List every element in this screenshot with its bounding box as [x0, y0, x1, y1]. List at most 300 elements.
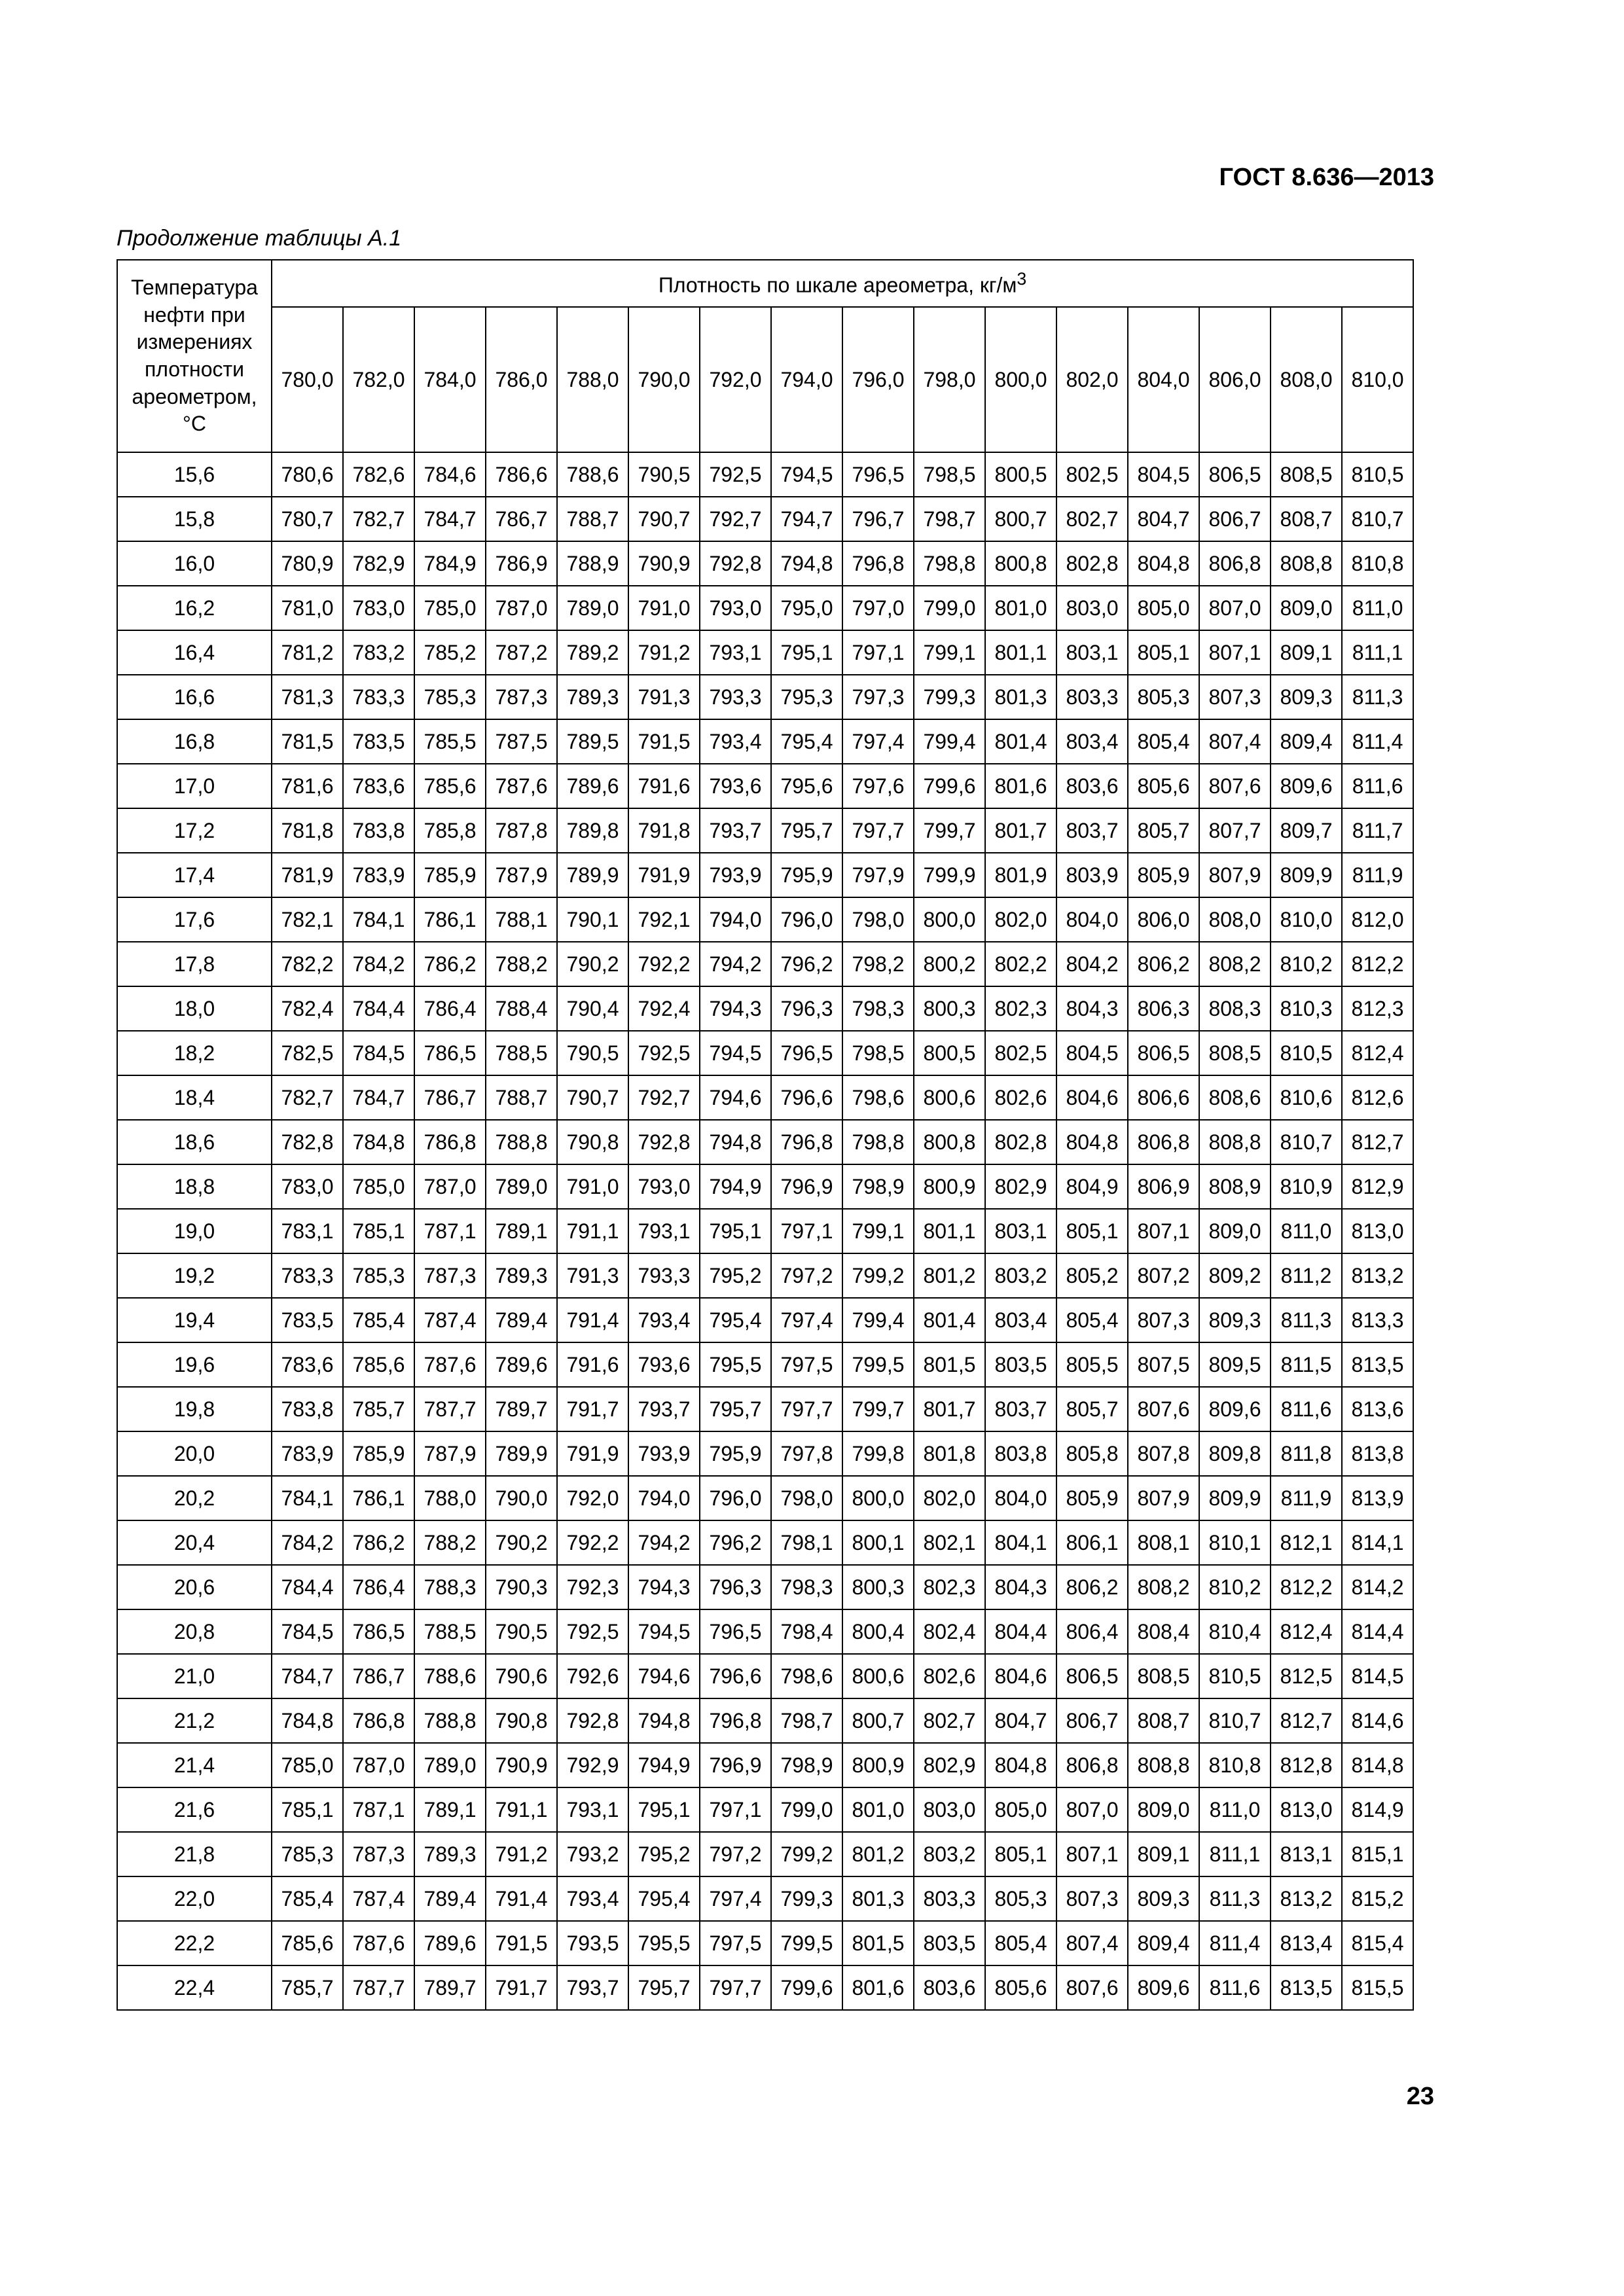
density-cell: 790,0	[486, 1476, 557, 1520]
density-cell: 791,6	[628, 764, 700, 808]
table-row	[117, 1387, 1413, 1431]
density-cell: 798,3	[771, 1565, 842, 1609]
density-cell: 802,3	[985, 986, 1056, 1031]
density-cell: 797,6	[842, 764, 914, 808]
density-cell: 803,3	[914, 1876, 985, 1921]
table-row	[117, 1654, 1413, 1698]
density-cell: 788,6	[414, 1654, 486, 1698]
density-cell: 807,3	[1199, 675, 1271, 719]
density-cell: 807,6	[1199, 764, 1271, 808]
density-cell: 804,9	[1056, 1164, 1128, 1209]
table-row	[117, 1520, 1413, 1565]
density-cell: 810,7	[1199, 1698, 1271, 1743]
density-cell: 812,2	[1342, 942, 1413, 986]
density-cell: 808,7	[1271, 497, 1342, 541]
density-cell: 797,2	[700, 1832, 771, 1876]
density-cell: 802,7	[914, 1698, 985, 1743]
density-cell: 787,4	[343, 1876, 414, 1921]
density-cell: 781,8	[272, 808, 343, 853]
temperature-cell: 20,0	[117, 1431, 272, 1476]
density-cell: 791,0	[628, 586, 700, 630]
density-cell: 787,5	[486, 719, 557, 764]
table-row	[117, 1164, 1413, 1209]
density-cell: 813,2	[1342, 1253, 1413, 1298]
density-cell: 781,3	[272, 675, 343, 719]
density-cell: 783,9	[343, 853, 414, 897]
density-cell: 785,8	[414, 808, 486, 853]
column-header: 796,0	[842, 307, 914, 452]
density-cell: 808,2	[1199, 942, 1271, 986]
density-cell: 787,0	[414, 1164, 486, 1209]
temperature-cell: 21,8	[117, 1832, 272, 1876]
density-cell: 789,1	[414, 1787, 486, 1832]
density-cell: 794,6	[700, 1075, 771, 1120]
column-header: 780,0	[272, 307, 343, 452]
density-cell: 795,0	[771, 586, 842, 630]
density-cell: 795,2	[628, 1832, 700, 1876]
density-cell: 805,3	[1128, 675, 1199, 719]
density-cell: 800,0	[914, 897, 985, 942]
temperature-cell: 19,0	[117, 1209, 272, 1253]
density-cell: 809,0	[1128, 1787, 1199, 1832]
density-cell: 803,8	[985, 1431, 1056, 1476]
density-cell: 813,5	[1342, 1342, 1413, 1387]
density-cell: 792,6	[557, 1654, 628, 1698]
density-cell: 807,3	[1056, 1876, 1128, 1921]
density-cell: 784,2	[272, 1520, 343, 1565]
density-cell: 785,5	[414, 719, 486, 764]
density-cell: 808,2	[1128, 1565, 1199, 1609]
density-cell: 791,2	[628, 630, 700, 675]
density-cell: 783,9	[272, 1431, 343, 1476]
density-cell: 802,8	[985, 1120, 1056, 1164]
temperature-cell: 19,4	[117, 1298, 272, 1342]
density-cell: 788,5	[414, 1609, 486, 1654]
density-cell: 815,4	[1342, 1921, 1413, 1965]
density-cell: 783,0	[343, 586, 414, 630]
density-cell: 789,4	[414, 1876, 486, 1921]
density-cell: 808,5	[1199, 1031, 1271, 1075]
density-cell: 783,6	[272, 1342, 343, 1387]
density-cell: 811,6	[1199, 1965, 1271, 2010]
density-cell: 806,5	[1199, 452, 1271, 497]
density-cell: 792,5	[628, 1031, 700, 1075]
density-cell: 807,1	[1199, 630, 1271, 675]
density-cell: 795,2	[700, 1253, 771, 1298]
density-cell: 794,6	[628, 1654, 700, 1698]
density-cell: 792,4	[628, 986, 700, 1031]
density-cell: 809,6	[1271, 764, 1342, 808]
table-row	[117, 764, 1413, 808]
density-cell: 795,1	[700, 1209, 771, 1253]
temperature-cell: 21,0	[117, 1654, 272, 1698]
density-cell: 800,1	[842, 1520, 914, 1565]
density-cell: 780,9	[272, 541, 343, 586]
density-cell: 807,6	[1128, 1387, 1199, 1431]
density-cell: 806,0	[1128, 897, 1199, 942]
density-cell: 785,7	[343, 1387, 414, 1431]
density-cell: 812,5	[1271, 1654, 1342, 1698]
density-cell: 781,0	[272, 586, 343, 630]
table-row	[117, 1031, 1413, 1075]
density-table	[117, 259, 1414, 2011]
density-cell: 789,8	[557, 808, 628, 853]
density-cell: 803,2	[985, 1253, 1056, 1298]
density-cell: 805,6	[985, 1965, 1056, 2010]
density-cell: 811,0	[1271, 1209, 1342, 1253]
density-cell: 804,8	[1128, 541, 1199, 586]
density-cell: 813,2	[1271, 1876, 1342, 1921]
density-cell: 802,5	[985, 1031, 1056, 1075]
density-cell: 798,8	[842, 1120, 914, 1164]
density-cell: 801,7	[914, 1387, 985, 1431]
density-cell: 811,3	[1271, 1298, 1342, 1342]
density-cell: 794,3	[628, 1565, 700, 1609]
density-cell: 787,9	[486, 853, 557, 897]
density-cell: 786,2	[414, 942, 486, 986]
density-cell: 781,2	[272, 630, 343, 675]
density-cell: 795,7	[700, 1387, 771, 1431]
density-cell: 784,7	[272, 1654, 343, 1698]
density-cell: 807,5	[1128, 1342, 1199, 1387]
density-cell: 791,5	[628, 719, 700, 764]
density-cell: 790,9	[486, 1743, 557, 1787]
density-cell: 780,6	[272, 452, 343, 497]
table-row	[117, 897, 1413, 942]
density-cell: 788,4	[486, 986, 557, 1031]
density-cell: 805,8	[1056, 1431, 1128, 1476]
density-cell: 812,4	[1342, 1031, 1413, 1075]
density-cell: 791,8	[628, 808, 700, 853]
density-cell: 792,2	[557, 1520, 628, 1565]
density-cell: 795,5	[628, 1921, 700, 1965]
density-cell: 811,0	[1342, 586, 1413, 630]
density-cell: 786,7	[486, 497, 557, 541]
density-cell: 797,9	[842, 853, 914, 897]
density-cell: 789,0	[486, 1164, 557, 1209]
table-row	[117, 452, 1413, 497]
density-cell: 808,5	[1128, 1654, 1199, 1698]
density-cell: 803,1	[1056, 630, 1128, 675]
density-cell: 782,5	[272, 1031, 343, 1075]
density-cell: 795,4	[628, 1876, 700, 1921]
density-cell: 787,6	[486, 764, 557, 808]
density-cell: 808,0	[1199, 897, 1271, 942]
column-header: 794,0	[771, 307, 842, 452]
density-cell: 808,8	[1128, 1743, 1199, 1787]
density-cell: 785,6	[272, 1921, 343, 1965]
density-cell: 810,0	[1271, 897, 1342, 942]
density-cell: 799,1	[842, 1209, 914, 1253]
density-cell: 813,5	[1271, 1965, 1342, 2010]
density-cell: 797,1	[842, 630, 914, 675]
density-cell: 808,1	[1128, 1520, 1199, 1565]
density-cell: 786,1	[343, 1476, 414, 1520]
density-cell: 806,8	[1199, 541, 1271, 586]
table-row	[117, 1921, 1413, 1965]
density-cell: 790,7	[628, 497, 700, 541]
density-cell: 797,4	[842, 719, 914, 764]
density-cell: 803,4	[985, 1298, 1056, 1342]
temperature-cell: 20,8	[117, 1609, 272, 1654]
density-cell: 783,3	[272, 1253, 343, 1298]
density-cell: 802,2	[985, 942, 1056, 986]
density-cell: 810,1	[1199, 1520, 1271, 1565]
column-header: 798,0	[914, 307, 985, 452]
temperature-cell: 17,0	[117, 764, 272, 808]
density-cell: 786,2	[343, 1520, 414, 1565]
density-cell: 804,0	[985, 1476, 1056, 1520]
density-cell: 805,7	[1128, 808, 1199, 853]
density-cell: 806,5	[1056, 1654, 1128, 1698]
density-cell: 800,8	[914, 1120, 985, 1164]
density-cell: 804,6	[985, 1654, 1056, 1698]
table-row	[117, 1876, 1413, 1921]
density-cell: 783,6	[343, 764, 414, 808]
density-cell: 810,7	[1342, 497, 1413, 541]
density-cell: 792,8	[700, 541, 771, 586]
density-cell: 800,2	[914, 942, 985, 986]
density-cell: 809,0	[1271, 586, 1342, 630]
density-cell: 806,7	[1199, 497, 1271, 541]
density-cell: 796,0	[700, 1476, 771, 1520]
density-cell: 793,9	[628, 1431, 700, 1476]
density-cell: 795,9	[771, 853, 842, 897]
density-cell: 790,4	[557, 986, 628, 1031]
density-cell: 789,6	[486, 1342, 557, 1387]
density-cell: 803,3	[1056, 675, 1128, 719]
column-header: 810,0	[1342, 307, 1413, 452]
density-cell: 789,4	[486, 1298, 557, 1342]
density-cell: 801,2	[914, 1253, 985, 1298]
density-cell: 787,8	[486, 808, 557, 853]
density-cell: 812,1	[1271, 1520, 1342, 1565]
density-cell: 795,7	[628, 1965, 700, 2010]
density-cell: 784,4	[272, 1565, 343, 1609]
density-cell: 788,8	[414, 1698, 486, 1743]
density-cell: 798,7	[914, 497, 985, 541]
density-cell: 806,6	[1128, 1075, 1199, 1120]
density-cell: 789,3	[557, 675, 628, 719]
density-cell: 791,2	[486, 1832, 557, 1876]
density-cell: 809,5	[1199, 1342, 1271, 1387]
density-cell: 802,0	[914, 1476, 985, 1520]
temperature-cell: 16,0	[117, 541, 272, 586]
density-cell: 813,1	[1271, 1832, 1342, 1876]
density-cell: 808,4	[1128, 1609, 1199, 1654]
density-cell: 793,1	[700, 630, 771, 675]
density-cell: 795,3	[771, 675, 842, 719]
density-cell: 803,4	[1056, 719, 1128, 764]
density-cell: 796,9	[771, 1164, 842, 1209]
density-cell: 785,6	[414, 764, 486, 808]
density-cell: 808,8	[1271, 541, 1342, 586]
density-cell: 810,5	[1342, 452, 1413, 497]
density-cell: 798,5	[842, 1031, 914, 1075]
density-cell: 792,0	[557, 1476, 628, 1520]
density-cell: 797,5	[771, 1342, 842, 1387]
density-cell: 813,4	[1271, 1921, 1342, 1965]
density-cell: 788,2	[486, 942, 557, 986]
density-cell: 794,5	[628, 1609, 700, 1654]
density-cell: 787,7	[343, 1965, 414, 2010]
density-cell: 808,8	[1199, 1120, 1271, 1164]
density-cell: 806,1	[1056, 1520, 1128, 1565]
density-cell: 794,2	[628, 1520, 700, 1565]
density-cell: 805,9	[1056, 1476, 1128, 1520]
table-row	[117, 1075, 1413, 1120]
density-cell: 794,8	[700, 1120, 771, 1164]
table-row	[117, 497, 1413, 541]
density-cell: 788,3	[414, 1565, 486, 1609]
temperature-cell: 16,6	[117, 675, 272, 719]
column-header: 782,0	[343, 307, 414, 452]
density-cell: 807,0	[1199, 586, 1271, 630]
density-cell: 814,4	[1342, 1609, 1413, 1654]
density-cell: 794,2	[700, 942, 771, 986]
density-cell: 812,2	[1271, 1565, 1342, 1609]
density-cell: 805,4	[1056, 1298, 1128, 1342]
density-cell: 791,1	[557, 1209, 628, 1253]
density-cell: 786,9	[486, 541, 557, 586]
density-cell: 801,4	[914, 1298, 985, 1342]
density-cell: 802,8	[1056, 541, 1128, 586]
density-cell: 807,1	[1128, 1209, 1199, 1253]
density-cell: 810,5	[1199, 1654, 1271, 1698]
density-cell: 806,8	[1056, 1743, 1128, 1787]
density-header-sup: 3	[1017, 269, 1027, 289]
density-cell: 806,3	[1128, 986, 1199, 1031]
density-cell: 813,6	[1342, 1387, 1413, 1431]
density-cell: 809,1	[1271, 630, 1342, 675]
density-cell: 793,0	[628, 1164, 700, 1209]
density-cell: 807,2	[1128, 1253, 1199, 1298]
density-cell: 802,6	[914, 1654, 985, 1698]
density-cell: 803,6	[914, 1965, 985, 2010]
density-cell: 795,6	[771, 764, 842, 808]
density-cell: 802,0	[985, 897, 1056, 942]
density-cell: 781,9	[272, 853, 343, 897]
density-cell: 805,7	[1056, 1387, 1128, 1431]
density-cell: 807,8	[1128, 1431, 1199, 1476]
density-cell: 789,0	[414, 1743, 486, 1787]
density-cell: 793,1	[557, 1787, 628, 1832]
density-cell: 806,5	[1128, 1031, 1199, 1075]
density-cell: 793,5	[557, 1921, 628, 1965]
density-cell: 804,8	[1056, 1120, 1128, 1164]
density-cell: 805,2	[1056, 1253, 1128, 1298]
density-cell: 796,2	[771, 942, 842, 986]
density-cell: 799,6	[771, 1965, 842, 2010]
density-cell: 786,7	[343, 1654, 414, 1698]
density-cell: 805,1	[985, 1832, 1056, 1876]
density-cell: 814,9	[1342, 1787, 1413, 1832]
density-cell: 796,5	[842, 452, 914, 497]
density-cell: 792,9	[557, 1743, 628, 1787]
column-header: 788,0	[557, 307, 628, 452]
density-cell: 782,7	[343, 497, 414, 541]
density-cell: 789,1	[486, 1209, 557, 1253]
density-cell: 813,0	[1342, 1209, 1413, 1253]
temperature-cell: 21,2	[117, 1698, 272, 1743]
density-cell: 807,6	[1056, 1965, 1128, 2010]
density-cell: 799,6	[914, 764, 985, 808]
density-cell: 800,0	[842, 1476, 914, 1520]
density-cell: 803,0	[1056, 586, 1128, 630]
table-body	[117, 452, 1413, 2010]
density-cell: 797,5	[700, 1921, 771, 1965]
density-cell: 799,7	[914, 808, 985, 853]
density-cell: 796,2	[700, 1520, 771, 1565]
density-cell: 804,7	[985, 1698, 1056, 1743]
density-cell: 782,8	[272, 1120, 343, 1164]
density-cell: 797,4	[700, 1876, 771, 1921]
density-cell: 791,9	[628, 853, 700, 897]
density-cell: 809,6	[1199, 1387, 1271, 1431]
density-cell: 806,7	[1056, 1698, 1128, 1743]
density-cell: 806,2	[1056, 1565, 1128, 1609]
density-cell: 811,9	[1342, 853, 1413, 897]
table-row	[117, 853, 1413, 897]
density-cell: 787,0	[343, 1743, 414, 1787]
density-cell: 784,1	[343, 897, 414, 942]
density-cell: 787,7	[414, 1387, 486, 1431]
density-cell: 801,5	[842, 1921, 914, 1965]
density-cell: 807,7	[1199, 808, 1271, 853]
density-cell: 799,3	[771, 1876, 842, 1921]
density-cell: 808,7	[1128, 1698, 1199, 1743]
density-cell: 804,5	[1056, 1031, 1128, 1075]
density-cell: 796,8	[700, 1698, 771, 1743]
density-cell: 803,7	[1056, 808, 1128, 853]
temperature-cell: 19,8	[117, 1387, 272, 1431]
density-cell: 799,4	[842, 1298, 914, 1342]
density-cell: 796,7	[842, 497, 914, 541]
density-cell: 804,2	[1056, 942, 1128, 986]
density-cell: 801,3	[842, 1876, 914, 1921]
density-cell: 801,6	[985, 764, 1056, 808]
density-cell: 793,2	[557, 1832, 628, 1876]
density-cell: 794,5	[700, 1031, 771, 1075]
density-cell: 811,8	[1271, 1431, 1342, 1476]
density-cell: 798,8	[914, 541, 985, 586]
density-cell: 799,2	[842, 1253, 914, 1298]
density-cell: 812,6	[1342, 1075, 1413, 1120]
density-cell: 787,6	[414, 1342, 486, 1387]
density-cell: 802,5	[1056, 452, 1128, 497]
density-cell: 788,6	[557, 452, 628, 497]
density-cell: 801,1	[914, 1209, 985, 1253]
density-cell: 784,7	[414, 497, 486, 541]
density-cell: 791,7	[557, 1387, 628, 1431]
density-cell: 800,5	[914, 1031, 985, 1075]
density-cell: 786,5	[414, 1031, 486, 1075]
density-cell: 812,8	[1271, 1743, 1342, 1787]
density-cell: 783,5	[272, 1298, 343, 1342]
density-cell: 805,9	[1128, 853, 1199, 897]
density-cell: 802,3	[914, 1565, 985, 1609]
density-cell: 799,1	[914, 630, 985, 675]
temperature-cell: 22,2	[117, 1921, 272, 1965]
density-cell: 791,4	[486, 1876, 557, 1921]
density-cell: 790,8	[486, 1698, 557, 1743]
density-cell: 788,8	[486, 1120, 557, 1164]
density-cell: 811,6	[1342, 764, 1413, 808]
density-cell: 790,5	[486, 1609, 557, 1654]
density-cell: 793,4	[628, 1298, 700, 1342]
density-cell: 807,4	[1199, 719, 1271, 764]
density-cell: 812,7	[1271, 1698, 1342, 1743]
